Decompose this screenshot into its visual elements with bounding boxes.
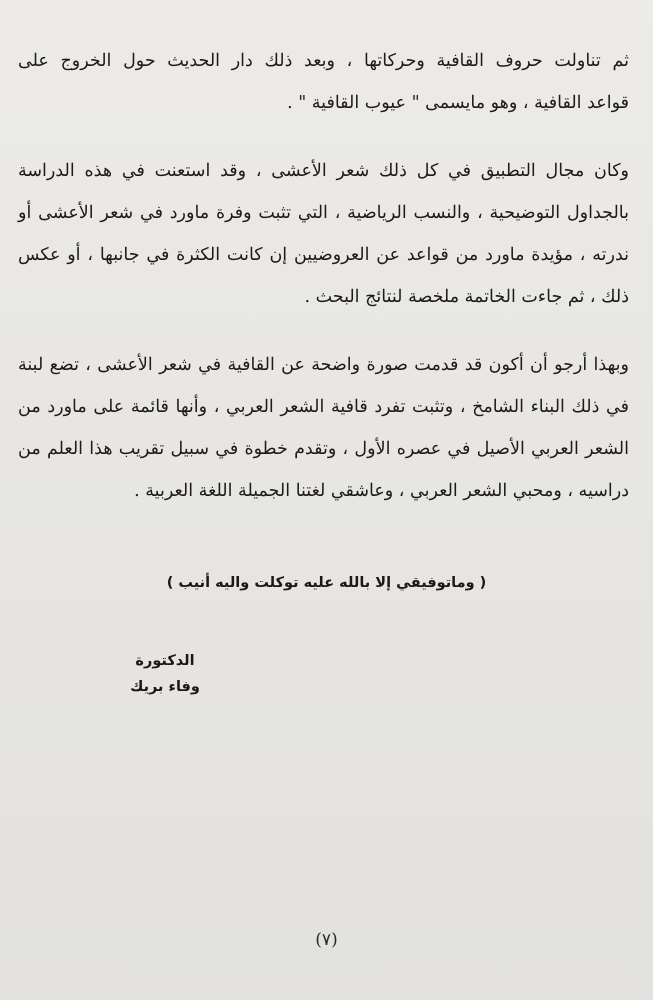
paragraph-3 bbox=[18, 344, 629, 512]
closing-prayer: ( وماتوفيقي إلا بالله عليه توكلت واليه أنيب ) bbox=[166, 575, 487, 591]
signature-title: الدكتورة bbox=[135, 653, 195, 669]
page-number: (٧) bbox=[315, 930, 338, 950]
paragraph-line: ندرته ، مؤيدة ماورد من قواعد عن العروضيين إن كانت الكثرة في جانبها ، أو عكس bbox=[18, 245, 629, 265]
paragraph-line: ثم تناولت حروف القافية وحركاتها ، وبعد ذلك دار الحديث حول الخروج على bbox=[18, 51, 629, 71]
paragraph-line: وكان مجال التطبيق في كل ذلك شعر الأعشى ، وقد استعنت في هذه الدراسة bbox=[18, 161, 629, 181]
paragraph-line: في ذلك البناء الشامخ ، وتثبت تفرد قافية الشعر العربي ، وأنها قائمة على ماورد من bbox=[18, 397, 629, 417]
paragraph-line: دراسيه ، ومحبي الشعر العربي ، وعاشقي لغتنا الجميلة اللغة العربية . bbox=[134, 481, 629, 501]
paragraph-line: بالجداول التوضيحية ، والنسب الرياضية ، التي تثبت وفرة ماورد في شعر الأعشى أو bbox=[18, 203, 629, 223]
paragraph-line: ذلك ، ثم جاءت الخاتمة ملخصة لنتائج البحث . bbox=[304, 287, 629, 307]
paragraph-2 bbox=[18, 150, 629, 318]
signature-block bbox=[105, 648, 225, 700]
paragraph-line: الشعر العربي الأصيل في عصره الأول ، وتقدم خطوة في سبيل تقريب هذا العلم من bbox=[18, 439, 629, 459]
signature-name: وفاء بريك bbox=[130, 679, 200, 695]
body-text bbox=[18, 40, 629, 512]
paragraph-line: وبهذا أرجو أن أكون قد قدمت صورة واضحة عن القافية في شعر الأعشى ، تضع لبنة bbox=[18, 355, 629, 375]
paragraph-1 bbox=[18, 40, 629, 124]
paragraph-line: قواعد القافية ، وهو مايسمى " عيوب القافية " . bbox=[287, 93, 629, 113]
